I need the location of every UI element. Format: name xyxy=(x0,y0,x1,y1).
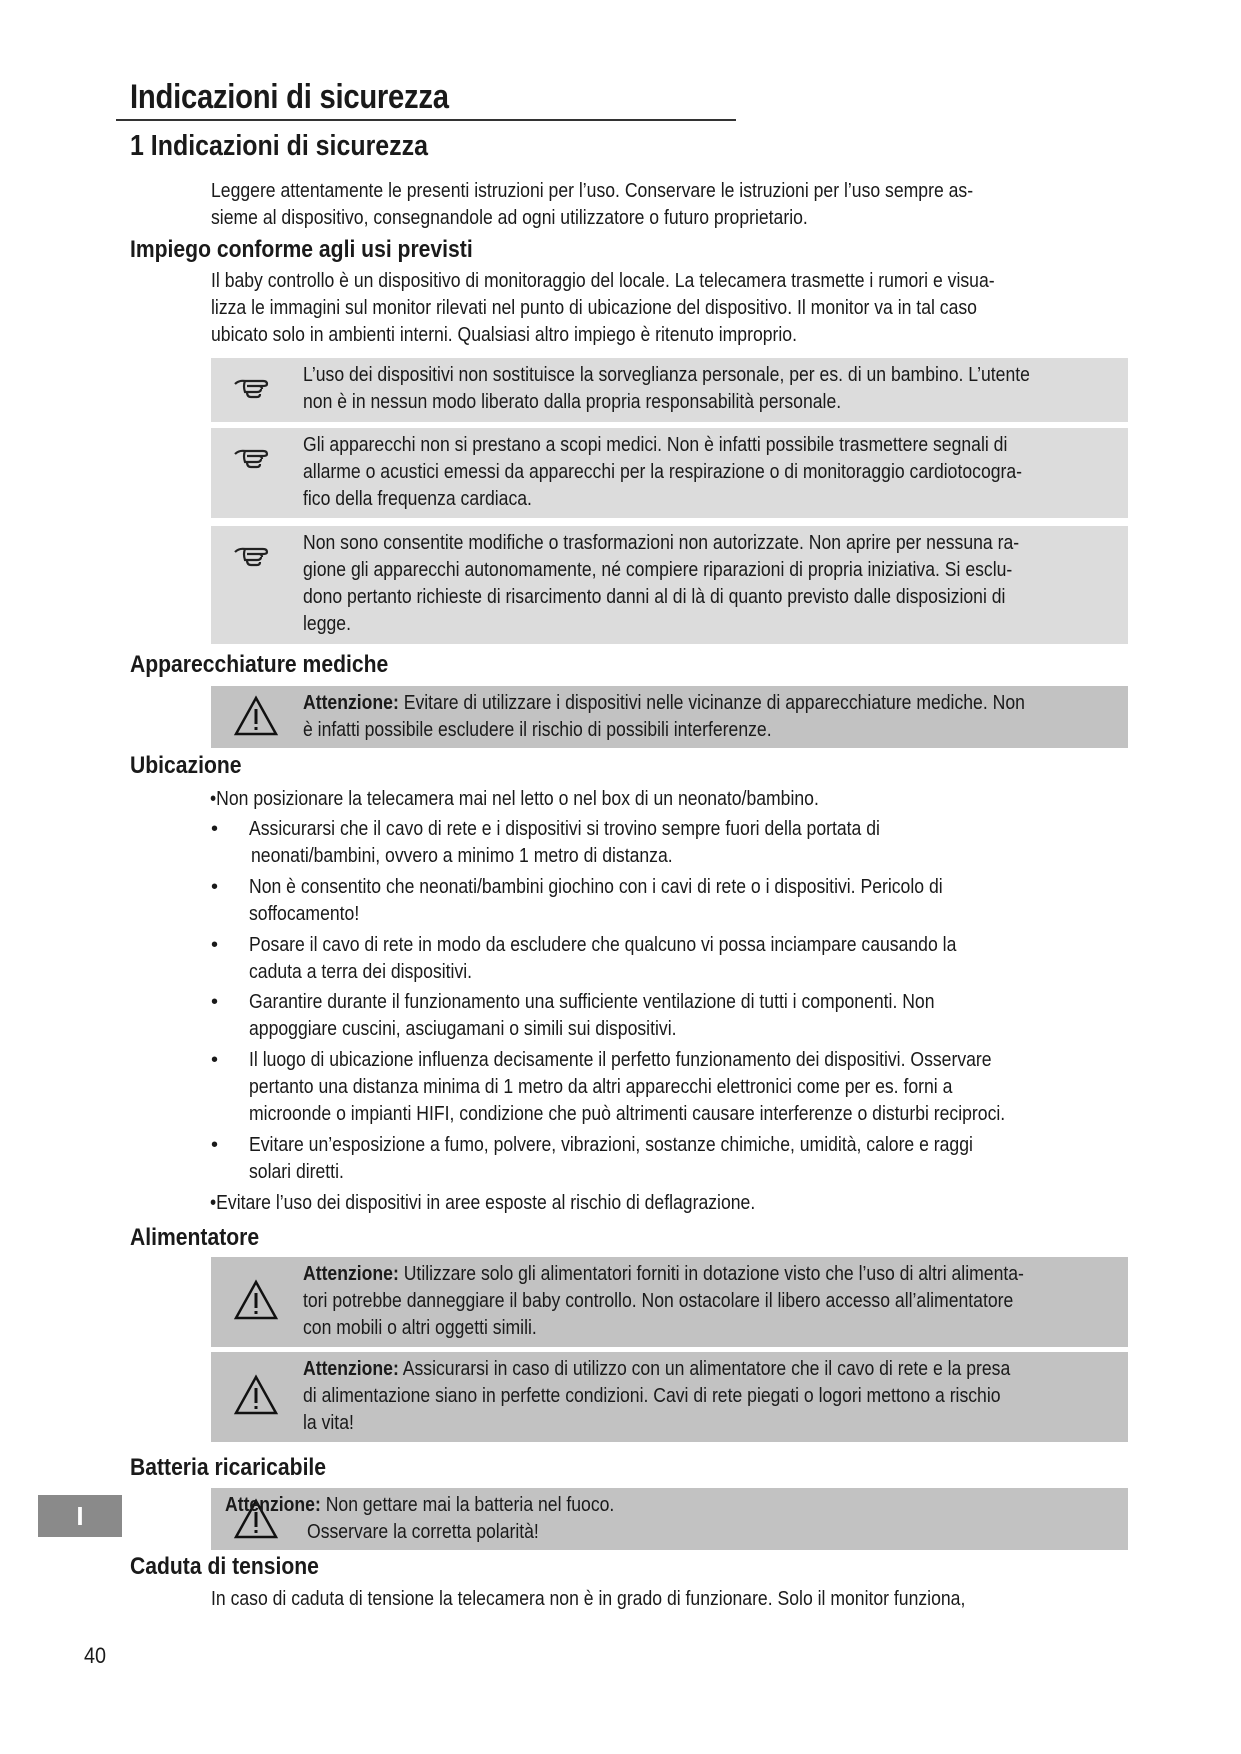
bullet-dot: • xyxy=(211,876,219,898)
warning-label: Attenzione: xyxy=(303,692,399,714)
list-item: •Evitare l’uso dei dispositivi in aree esposte al rischio di deflagrazione. xyxy=(210,1192,756,1214)
heading-caduta: Caduta di tensione xyxy=(130,1553,319,1580)
note-box xyxy=(211,428,1128,518)
note-box xyxy=(211,358,1128,422)
note-text: Non sono consentite modifiche o trasformazioni non autorizzate. Non aprire per nessuna ra- gione gli apparecchi autonomamente, né compiere riparazioni di propria iniziativa. Si esclu- dono pertanto richieste di risarcimento danni al di là di quanto previsto dalle disposizioni di legge. xyxy=(303,532,1020,635)
list-item: Posare il cavo di rete in modo da escludere che qualcuno vi possa inciampare causando la caduta a terra dei dispositivi. xyxy=(249,934,957,983)
heading-impiego: Impiego conforme agli usi previsti xyxy=(130,236,473,263)
bullet-dot: • xyxy=(211,818,219,840)
list-item: Il luogo di ubicazione influenza decisamente il perfetto funzionamento dei dispositivi. Osservare pertanto una distanza minima di 1 metro da altri apparecchi elettronici come per es. forni a microonde o impianti HIFI, condizione che può altrimenti causare interferenze o disturbi reciproci. xyxy=(249,1049,1006,1125)
warning-label: Attenzione: xyxy=(303,1358,399,1380)
language-tab: I xyxy=(38,1495,122,1537)
warning-box xyxy=(211,1257,1128,1347)
warning-text: Attenzione: Utilizzare solo gli alimentatori forniti in dotazione visto che l’uso di altri alimenta- tori potrebbe danneggiare il baby controllo. Non ostacolare il libero accesso all’alimentatore con mobili o altri oggetti simili. xyxy=(303,1263,1024,1339)
pointing-hand-icon xyxy=(233,372,275,402)
section-title: 1 Indicazioni di sicurezza xyxy=(130,130,428,162)
page-number: 40 xyxy=(84,1643,107,1668)
heading-batteria: Batteria ricaricabile xyxy=(130,1454,327,1481)
warning-text: Attenzione: Assicurarsi in caso di utilizzo con un alimentatore che il cavo di rete e la presa di alimentazione siano in perfette condizioni. Cavi di rete piegati o logori mettono a rischio la vita! xyxy=(303,1358,1011,1434)
warning-label: Attenzione: xyxy=(303,1263,399,1285)
caduta-paragraph: In caso di caduta di tensione la telecamera non è in grado di funzionare. Solo il monitor funziona, xyxy=(211,1588,966,1610)
impiego-paragraph: Il baby controllo è un dispositivo di monitoraggio del locale. La telecamera trasmette i rumori e visua- lizza le immagini sul monitor rilevati nel punto di ubicazione del dispositivo. Il monitor va in tal caso ubicato solo in ambienti interni. Qualsiasi altro impiego è ritenuto improprio. xyxy=(211,270,995,346)
heading-ubicazione: Ubicazione xyxy=(130,752,242,779)
warning-text: Attenzione: Non gettare mai la batteria nel fuoco. Osservare la corretta polarità! xyxy=(225,1494,615,1543)
warning-icon xyxy=(233,1374,279,1416)
note-text: Gli apparecchi non si prestano a scopi medici. Non è infatti possibile trasmettere segnali di allarme o acustici emessi da apparecchi per la respirazione o di monitoraggio cardiotocogra- fico della frequenza cardiaca. xyxy=(303,434,1023,510)
note-box xyxy=(211,526,1128,644)
pointing-hand-icon xyxy=(233,540,275,570)
bullet-dot: • xyxy=(211,991,219,1013)
warning-box xyxy=(211,686,1128,748)
warning-box xyxy=(211,1488,1128,1550)
bullet-dot: • xyxy=(211,934,219,956)
warning-box xyxy=(211,1352,1128,1442)
page-title: Indicazioni di sicurezza xyxy=(130,78,449,116)
list-item: Evitare un’esposizione a fumo, polvere, vibrazioni, sostanze chimiche, umidità, calore e raggi solari diretti. xyxy=(249,1134,973,1183)
intro-paragraph: Leggere attentamente le presenti istruzioni per l’uso. Conservare le istruzioni per l’uso sempre as- sieme al dispositivo, consegnandole ad ogni utilizzatore o futuro proprietario. xyxy=(211,180,974,229)
note-text: L’uso dei dispositivi non sostituisce la sorveglianza personale, per es. di un bambino. L’utente non è in nessun modo liberato dalla propria responsabilità personale. xyxy=(303,364,1030,413)
pointing-hand-icon xyxy=(233,442,275,472)
list-item: Assicurarsi che il cavo di rete e i dispositivi si trovino sempre fuori della portata di neonati/bambini, ovvero a minimo 1 metro di distanza. xyxy=(249,818,880,867)
warning-text: Attenzione: Evitare di utilizzare i dispositivi nelle vicinanze di apparecchiature mediche. Non è infatti possibile escludere il rischio di possibili interferenze. xyxy=(303,692,1025,741)
title-rule xyxy=(116,119,736,121)
warning-icon xyxy=(233,695,279,737)
list-item: Garantire durante il funzionamento una sufficiente ventilazione di tutti i componenti. Non appoggiare cuscini, asciugamani o simili sui dispositivi. xyxy=(249,991,935,1040)
heading-alimentatore: Alimentatore xyxy=(130,1224,260,1251)
bullet-dot: • xyxy=(211,1049,219,1071)
list-item: •Non posizionare la telecamera mai nel letto o nel box di un neonato/bambino. xyxy=(210,788,819,810)
heading-medical: Apparecchiature mediche xyxy=(130,651,389,678)
list-item: Non è consentito che neonati/bambini giochino con i cavi di rete o i dispositivi. Pericolo di soffocamento! xyxy=(249,876,943,925)
bullet-dot: • xyxy=(211,1134,219,1156)
warning-icon xyxy=(233,1279,279,1321)
warning-label: Attenzione: xyxy=(225,1494,321,1516)
